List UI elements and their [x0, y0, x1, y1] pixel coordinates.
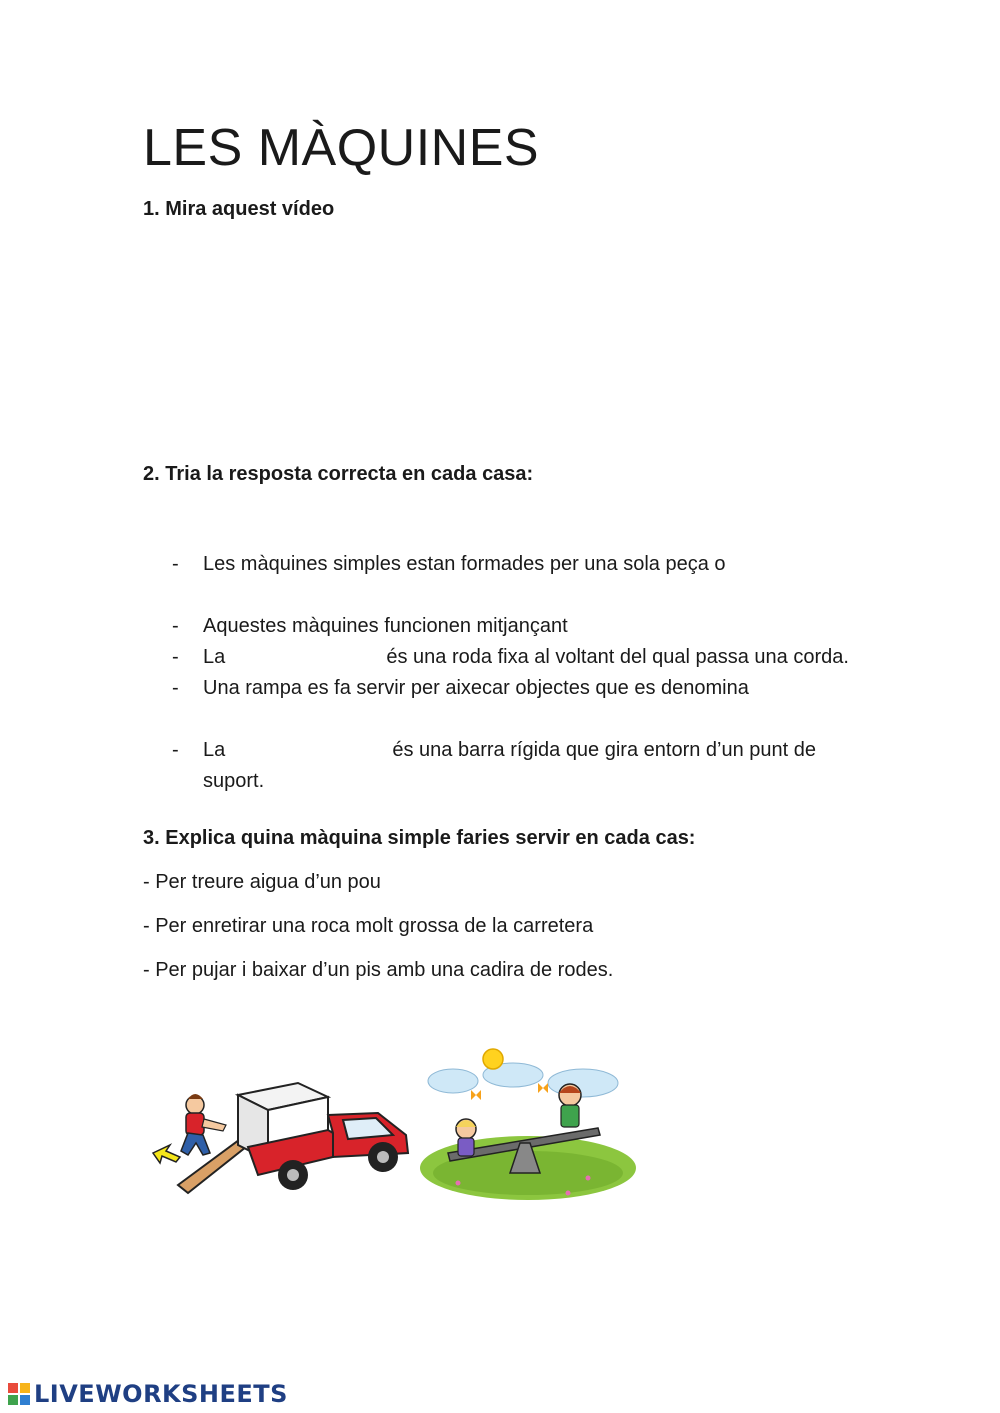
logo-text: LIVEWORKSHEETS — [34, 1380, 288, 1408]
list-item: - La és una roda fixa al voltant del qual passa una corda. — [172, 646, 849, 668]
list-item: - Una rampa es fa servir per aixecar objectes que es denomina — [172, 673, 862, 735]
section3-heading: 3. Explica quina màquina simple faries servir en cada cas: — [143, 827, 696, 849]
list-item: - Aquestes màquines funcionen mitjançant — [172, 611, 862, 642]
truck-ramp-illustration — [148, 1075, 413, 1205]
seesaw-illustration — [418, 1043, 638, 1203]
fill-in-list — [172, 549, 862, 797]
case-item: - Per treure aigua d’un pou — [143, 871, 381, 893]
case-item: - Per pujar i baixar d’un pis amb una cadira de rodes. — [143, 959, 614, 981]
video-placeholder[interactable] — [143, 240, 843, 440]
section2-heading: 2. Tria la resposta correcta en cada casa: — [143, 463, 534, 485]
list-item: - La és una barra rígida que gira entorn d’un punt de suport. — [172, 739, 817, 792]
answer-blank[interactable] — [573, 616, 723, 638]
answer-blank[interactable] — [203, 585, 353, 607]
answer-blank[interactable] — [231, 740, 387, 762]
list-item: - Les màquines simples estan formades per una sola peça o — [172, 549, 862, 611]
liveworksheets-logo[interactable] — [8, 1380, 288, 1408]
case-item: - Per enretirar una roca molt grossa de la carretera — [143, 915, 594, 937]
section1-heading: 1. Mira aquest vídeo — [143, 198, 335, 220]
logo-icon — [8, 1383, 30, 1405]
page-title: LES MÀQUINES — [143, 119, 540, 177]
answer-blank[interactable] — [231, 647, 381, 669]
answer-blank[interactable] — [203, 709, 353, 731]
